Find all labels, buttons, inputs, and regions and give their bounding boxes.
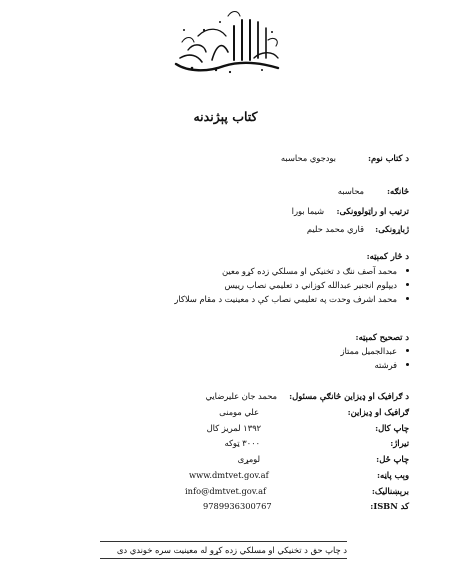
translator-value: قاري محمد حلیم: [306, 224, 364, 234]
book-name-value: بودجوي محاسبه: [280, 153, 336, 163]
editors-heading: د تصحیح کمېټه:: [355, 332, 409, 342]
graphic-lead-label: د ګرافیک او ډیزاین څانګې مسئول:: [289, 391, 409, 401]
bullet-icon: [406, 269, 409, 272]
list-item-text: دیپلوم انجنیر عبدالله کوزاني د تعلیمي نصاب رییس: [224, 280, 397, 290]
supervisors-heading: د څار کمېټه:: [366, 251, 409, 261]
designer-value: علي مومنی: [219, 407, 259, 417]
website-value: www.dmtvet.gov.af: [189, 470, 269, 480]
email-value: info@dmtvet.gov.af: [185, 486, 267, 496]
print-year-label: چاپ کال:: [375, 423, 409, 433]
designer-label: ګرافیک او ډیزاین:: [347, 407, 409, 417]
edition-label: چاپ ځل:: [376, 454, 409, 464]
footer-rule-bottom: [100, 558, 347, 559]
list-item-text: عبدالجمیل ممتاز: [340, 346, 397, 356]
copyright-note: د چاپ حق د تخنیکي او مسلکي زده کړو له معینیت سره خوندي دی: [116, 545, 347, 555]
graphic-lead-value: محمد جان علیرضایي: [205, 391, 277, 401]
website-label: وېب پاڼه:: [376, 470, 409, 480]
bullet-icon: [406, 363, 409, 366]
footer-rule-top: [100, 541, 347, 542]
print-year-value: ۱۳۹۲ لمریز کال: [206, 423, 261, 433]
supervisors-list: [174, 264, 409, 306]
compiler-value: شیما بورا: [291, 206, 324, 216]
bismillah-logo: [168, 6, 286, 76]
list-item: [174, 278, 409, 292]
list-item: [341, 358, 410, 372]
isbn-value: 9789936300767: [203, 501, 272, 511]
email-label: برېښنالیک:: [371, 486, 409, 496]
list-item: [174, 292, 409, 306]
bullet-icon: [406, 297, 409, 300]
isbn-label: کد ISBN:: [370, 501, 409, 511]
bullet-icon: [406, 283, 409, 286]
list-item: [341, 344, 410, 358]
print-run-value: ۳۰۰۰ ټوکه: [224, 438, 260, 448]
edition-value: لومړی: [237, 454, 260, 464]
category-value: محاسبه: [337, 186, 364, 196]
list-item-text: فرشته: [374, 360, 397, 370]
category-label: څانګه:: [386, 186, 409, 196]
translator-label: ژباړونکی:: [375, 224, 409, 234]
print-run-label: تیراژ:: [390, 438, 409, 448]
compiler-label: ترتیب او راټولوونکی:: [336, 206, 409, 216]
book-name-label: د کتاب نوم:: [367, 153, 409, 163]
list-item-text: محمد آصف ننګ د تخنیکي او مسلکي زده کړو معین: [222, 266, 397, 276]
list-item: [174, 264, 409, 278]
list-item-text: محمد اشرف وحدت په تعلیمي نصاب کې د معینیت د مقام سلاکار: [174, 294, 397, 304]
page-title: کتاب پېژندنه: [193, 109, 258, 124]
editors-list: [341, 344, 410, 372]
bullet-icon: [406, 349, 409, 352]
